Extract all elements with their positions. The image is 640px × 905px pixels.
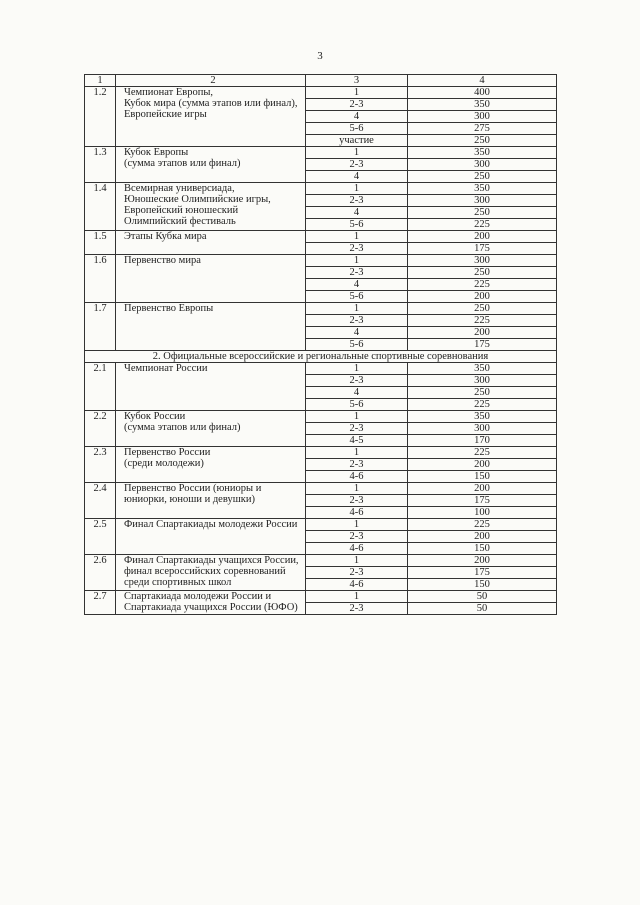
item-number: 2.3: [85, 447, 116, 483]
points-cell: 50: [408, 591, 557, 603]
place-cell: 1: [306, 147, 408, 159]
points-cell: 300: [408, 195, 557, 207]
competition-name: Кубок России (сумма этапов или финал): [116, 411, 306, 447]
points-cell: 250: [408, 135, 557, 147]
item-number: 2.2: [85, 411, 116, 447]
place-cell: 1: [306, 255, 408, 267]
points-cell: 350: [408, 99, 557, 111]
points-cell: 300: [408, 423, 557, 435]
table-row: [85, 411, 557, 423]
points-cell: 250: [408, 303, 557, 315]
place-cell: 1: [306, 363, 408, 375]
points-cell: 300: [408, 111, 557, 123]
place-cell: 1: [306, 591, 408, 603]
place-cell: 2-3: [306, 495, 408, 507]
table-row: [85, 183, 557, 195]
place-cell: 1: [306, 303, 408, 315]
points-cell: 250: [408, 171, 557, 183]
place-cell: 2-3: [306, 375, 408, 387]
item-number: 1.6: [85, 255, 116, 303]
place-cell: 1: [306, 555, 408, 567]
table-row: [85, 231, 557, 243]
place-cell: 2-3: [306, 243, 408, 255]
table-row: [85, 555, 557, 567]
points-cell: 225: [408, 399, 557, 411]
place-cell: 4: [306, 279, 408, 291]
table-row: [85, 87, 557, 99]
table-row: [85, 303, 557, 315]
points-cell: 200: [408, 231, 557, 243]
place-cell: 2-3: [306, 423, 408, 435]
points-cell: 175: [408, 339, 557, 351]
place-cell: 2-3: [306, 159, 408, 171]
points-cell: 400: [408, 87, 557, 99]
item-number: 1.7: [85, 303, 116, 351]
competition-name: Кубок Европы (сумма этапов или финал): [116, 147, 306, 183]
place-cell: 5-6: [306, 219, 408, 231]
points-cell: 200: [408, 327, 557, 339]
place-cell: 4: [306, 327, 408, 339]
place-cell: 1: [306, 231, 408, 243]
competition-name: Этапы Кубка мира: [116, 231, 306, 255]
competition-name: Всемирная универсиада, Юношеские Олимпийские игры, Европейский юношеский Олимпийский фестиваль: [116, 183, 306, 231]
points-cell: 225: [408, 315, 557, 327]
points-cell: 200: [408, 459, 557, 471]
competition-name: Финал Спартакиады молодежи России: [116, 519, 306, 555]
place-cell: 4-6: [306, 471, 408, 483]
header-col-2: 2: [116, 75, 306, 87]
place-cell: 1: [306, 87, 408, 99]
competition-name: Спартакиада молодежи России и Спартакиада учащихся России (ЮФО): [116, 591, 306, 615]
points-cell: 200: [408, 291, 557, 303]
place-cell: 4-6: [306, 507, 408, 519]
points-cell: 170: [408, 435, 557, 447]
place-cell: 5-6: [306, 399, 408, 411]
points-cell: 175: [408, 495, 557, 507]
points-cell: 100: [408, 507, 557, 519]
item-number: 2.7: [85, 591, 116, 615]
points-cell: 300: [408, 375, 557, 387]
place-cell: 2-3: [306, 99, 408, 111]
competition-name: Финал Спартакиады учащихся России, финал всероссийских соревнований среди спортивных школ: [116, 555, 306, 591]
place-cell: 2-3: [306, 315, 408, 327]
points-cell: 300: [408, 159, 557, 171]
competition-name: Первенство мира: [116, 255, 306, 303]
item-number: 2.6: [85, 555, 116, 591]
points-cell: 200: [408, 555, 557, 567]
table-row: [85, 519, 557, 531]
points-cell: 250: [408, 207, 557, 219]
points-cell: 200: [408, 483, 557, 495]
points-cell: 275: [408, 123, 557, 135]
table-row: [85, 591, 557, 603]
place-cell: 1: [306, 483, 408, 495]
points-cell: 350: [408, 183, 557, 195]
points-cell: 50: [408, 603, 557, 615]
section-title: 2. Официальные всероссийские и региональные спортивные соревнования: [85, 351, 557, 363]
points-cell: 250: [408, 387, 557, 399]
points-cell: 200: [408, 531, 557, 543]
place-cell: 2-3: [306, 195, 408, 207]
item-number: 1.4: [85, 183, 116, 231]
item-number: 2.4: [85, 483, 116, 519]
header-col-1: 1: [85, 75, 116, 87]
competition-name: Чемпионат России: [116, 363, 306, 411]
competition-name: Чемпионат Европы, Кубок мира (сумма этапов или финал), Европейские игры: [116, 87, 306, 147]
ranking-table: [84, 74, 557, 615]
points-cell: 350: [408, 147, 557, 159]
item-number: 2.5: [85, 519, 116, 555]
points-cell: 225: [408, 519, 557, 531]
table-row: [85, 147, 557, 159]
place-cell: 4-6: [306, 543, 408, 555]
place-cell: 2-3: [306, 531, 408, 543]
place-cell: 2-3: [306, 267, 408, 279]
points-cell: 350: [408, 411, 557, 423]
header-col-3: 3: [306, 75, 408, 87]
points-cell: 300: [408, 255, 557, 267]
place-cell: 1: [306, 447, 408, 459]
place-cell: 4: [306, 387, 408, 399]
place-cell: 4-6: [306, 579, 408, 591]
header-col-4: 4: [408, 75, 557, 87]
competition-name: Первенство Европы: [116, 303, 306, 351]
item-number: 1.3: [85, 147, 116, 183]
table-row: [85, 447, 557, 459]
points-cell: 150: [408, 579, 557, 591]
place-cell: 5-6: [306, 339, 408, 351]
place-cell: 2-3: [306, 459, 408, 471]
place-cell: 4: [306, 171, 408, 183]
item-number: 2.1: [85, 363, 116, 411]
table-row: [85, 255, 557, 267]
place-cell: участие: [306, 135, 408, 147]
table-row: [85, 483, 557, 495]
place-cell: 1: [306, 183, 408, 195]
points-cell: 225: [408, 447, 557, 459]
item-number: 1.5: [85, 231, 116, 255]
place-cell: 1: [306, 519, 408, 531]
section-heading-row: [85, 351, 557, 363]
table-body: [85, 75, 557, 615]
place-cell: 5-6: [306, 291, 408, 303]
place-cell: 4: [306, 207, 408, 219]
place-cell: 5-6: [306, 123, 408, 135]
competition-name: Первенство России (среди молодежи): [116, 447, 306, 483]
place-cell: 1: [306, 411, 408, 423]
points-cell: 150: [408, 471, 557, 483]
points-cell: 175: [408, 243, 557, 255]
place-cell: 2-3: [306, 567, 408, 579]
competition-name: Первенство России (юниоры и юниорки, юноши и девушки): [116, 483, 306, 519]
points-cell: 175: [408, 567, 557, 579]
place-cell: 4-5: [306, 435, 408, 447]
points-cell: 250: [408, 267, 557, 279]
points-cell: 225: [408, 219, 557, 231]
header-row: [85, 75, 557, 87]
table-row: [85, 363, 557, 375]
points-cell: 150: [408, 543, 557, 555]
place-cell: 2-3: [306, 603, 408, 615]
item-number: 1.2: [85, 87, 116, 147]
points-cell: 225: [408, 279, 557, 291]
place-cell: 4: [306, 111, 408, 123]
page-number: 3: [317, 50, 323, 62]
points-cell: 350: [408, 363, 557, 375]
